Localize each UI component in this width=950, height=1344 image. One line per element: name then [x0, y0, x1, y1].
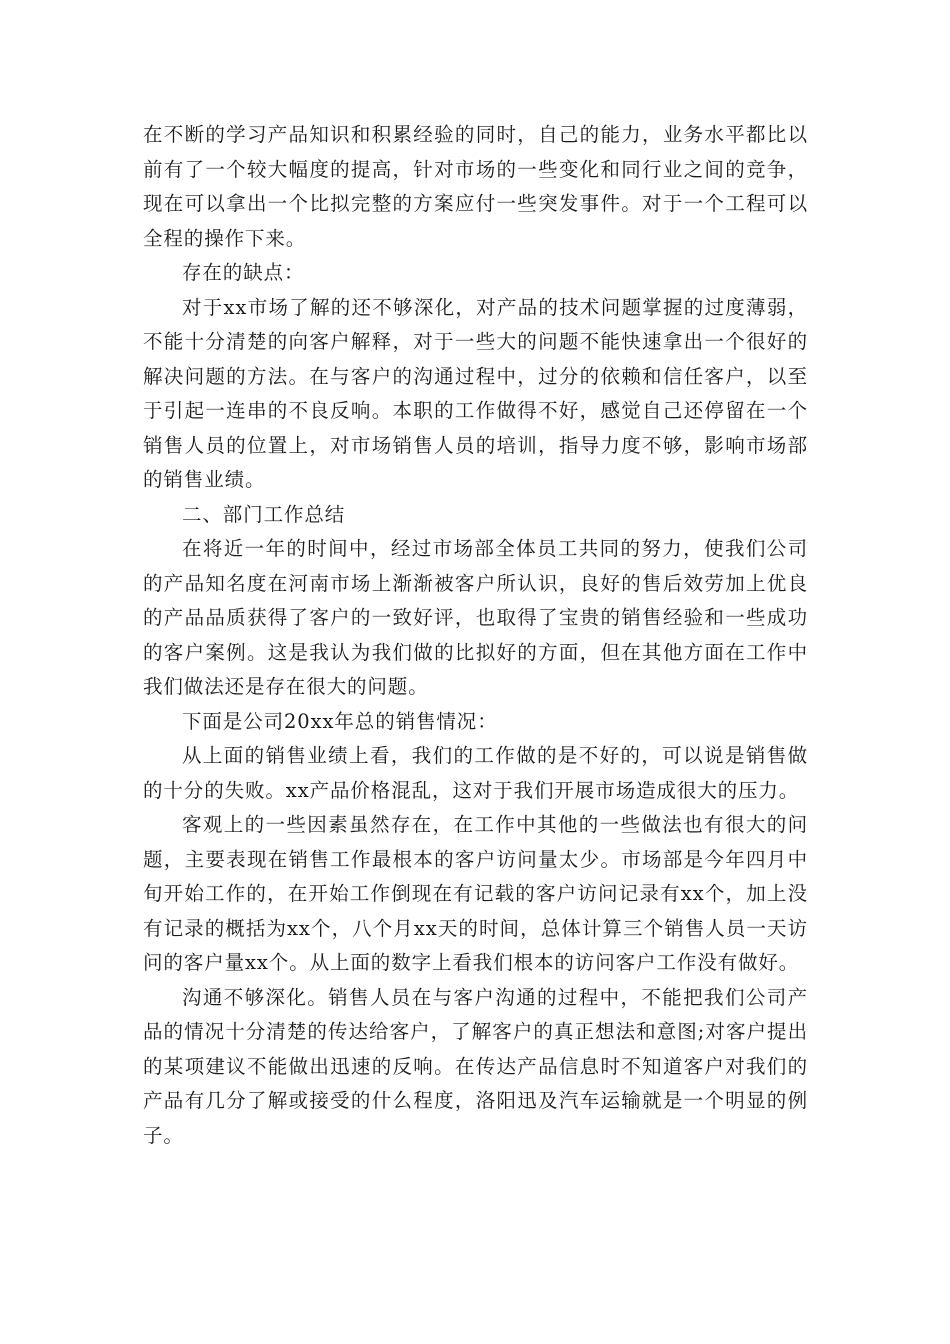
paragraph-department-summary: 在将近一年的时间中，经过市场部全体员工共同的努力，使我们公司的产品知名度在河南市场上渐渐被客户所认识，良好的售后效劳加上优良的产品品质获得了客户的一致好评，也取得了宝贵的销售经验和一些成功的客户案例。这是我认为我们做的比拟好的方面，但在其他方面在工作中我们做法还是存在很大的问题。 — [143, 537, 808, 698]
paragraph-visit-volume: 客观上的一些因素虽然存在，在工作中其他的一些做法也有很大的问题，主要表现在销售工作最根本的客户访问量太少。市场部是今年四月中旬开始工作的，在开始工作倒现在有记载的客户访问记录有xx个，加上没有记录的概括为xx个，八个月xx天的时间，总体计算三个销售人员一天访问的客户量xx个。从上面的数字上看我们根本的访问客户工作没有做好。 — [143, 813, 808, 974]
paragraph-sales-intro: 下面是公司20xx年总的销售情况： — [182, 709, 498, 733]
paragraph-sales-performance: 从上面的销售业绩上看，我们的工作做的是不好的，可以说是销售做的十分的失败。xx产品价格混乱，这对于我们开展市场造成很大的压力。 — [143, 744, 808, 802]
paragraph-communication: 沟通不够深化。销售人员在与客户沟通的过程中，不能把我们公司产品的情况十分清楚的传达给客户，了解客户的真正想法和意图;对客户提出的某项建议不能做出迅速的反响。在传达产品信息时不知道客户对我们的产品有几分了解或接受的什么程度，洛阳迅及汽车运输就是一个明显的例子。 — [143, 985, 808, 1147]
paragraph-shortcomings: 对于xx市场了解的还不够深化，对产品的技术问题掌握的过度薄弱，不能十分清楚的向客户解释，对于一些大的问题不能快速拿出一个很好的解决问题的方法。在与客户的沟通过程中，过分的依赖和信任客户，以至于引起一连串的不良反响。本职的工作做得不好，感觉自己还停留在一个销售人员的位置上，对市场销售人员的培训，指导力度不够，影响市场部的销售业绩。 — [143, 295, 808, 491]
section-heading-department-summary: 二、部门工作总结 — [182, 502, 346, 526]
paragraph-shortcomings-heading: 存在的缺点： — [182, 261, 305, 284]
document-body — [143, 118, 808, 1153]
paragraph-intro: 在不断的学习产品知识和积累经验的同时，自己的能力，业务水平都比以前有了一个较大幅度的提高，针对市场的一些变化和同行业之间的竞争，现在可以拿出一个比拟完整的方案应付一些突发事件。对于一个工程可以全程的操作下来。 — [143, 123, 808, 250]
